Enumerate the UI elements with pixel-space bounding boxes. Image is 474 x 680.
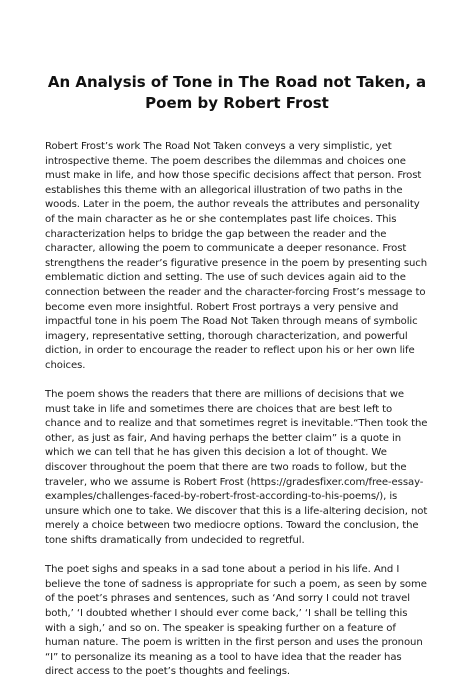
paragraph-2: The poem shows the readers that there are millions of decisions that we must take in life and sometimes there are choices that are best left to chance and to realize and that sometimes regret is inevitable.“Then took the other, as just as fair, And having perhaps the better claim” is a quote in which we can tell that he has given this decision a lot of thought. We discover throughout the poem that there are two roads to follow, but the traveler, who we assume is Robert Frost (https://gradesfixer.com/free-essay-examples/challenges-faced-by-robert-frost-according-to-his-poems/), is unsure which one to take. We discover that this is a life-altering decision, not merely a choice between two mediocre options. Toward the conclusion, the tone shifts dramatically from undecided to regretful. [45,389,428,547]
paragraph-3: The poet sighs and speaks in a sad tone about a period in his life. And I believe the tone of sadness is appropriate for such a poem, as seen by some of the poet’s phrases and sentences, such as ‘And sorry I could not travel both,’ ‘I doubted whether I should ever come back,’ ‘I shall be telling this with a sigh,’ and so on. The speaker is speaking further on a feature of human nature. The poem is written in the first person and uses the pronoun “I” to personalize its meaning as a tool to have idea that the reader has direct access to the poet’s thoughts and feelings. [45,564,427,678]
document-title: An Analysis of Tone in The Road not Taken, a Poem by Robert Frost [47,73,427,112]
paragraph-1: Robert Frost’s work The Road Not Taken conveys a very simplistic, yet introspective theme. The poem describes the dilemmas and choices one must make in life, and how those specific decisions affect that person. Frost establishes this theme with an allegorical illustration of two paths in the woods. Later in the poem, the author reveals the attributes and personality of the main character as he or she contemplates past life choices. This characterization helps to bridge the gap between the reader and the character, allowing the poem to communicate a deeper resonance. Frost strengthens the reader’s figurative presence in the poem by presenting such emblematic diction and setting. The use of such devices again aid to the connection between the reader and the character-forcing Frost’s message to become even more insightful. Robert Frost portrays a very pensive and impactful tone in his poem The Road Not Taken through means of symbolic imagery, representative setting, thorough characterization, and powerful diction, in order to encourage the reader to reflect upon his or her own life choices. [45,141,428,371]
